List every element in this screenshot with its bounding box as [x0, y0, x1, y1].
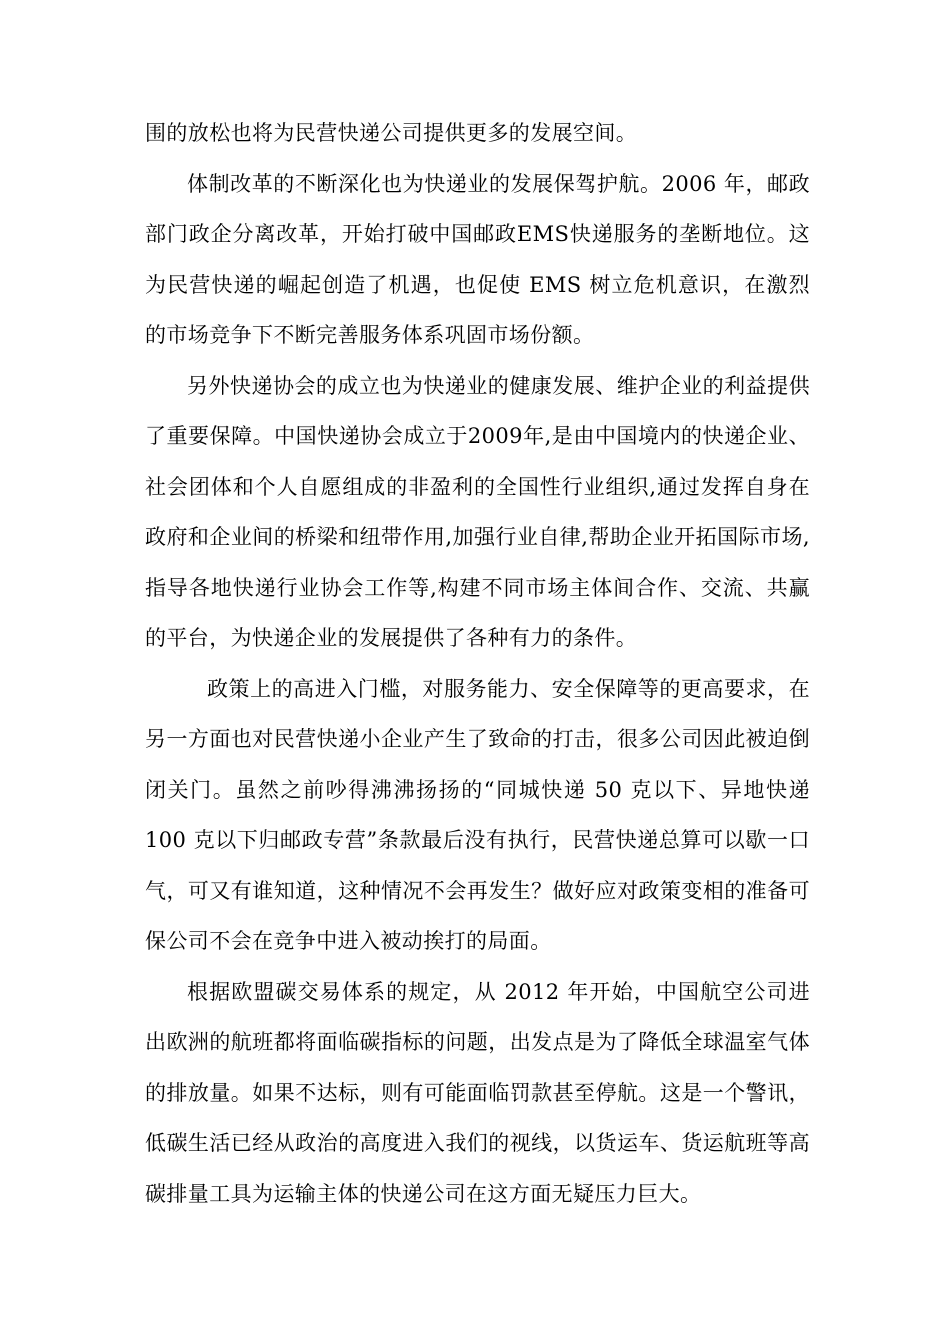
- document-page: [145, 108, 810, 1219]
- paragraph-eu-carbon: 根据欧盟碳交易体系的规定，从 2012 年开始，中国航空公司进出欧洲的航班都将面临碳指标的问题，出发点是为了降低全球温室气体的排放量。如果不达标，则有可能面临罚款甚至停航。这是一个警讯，低碳生活已经从政治的高度进入我们的视线，以货运车、货运航班等高碳排量工具为运输主体的快递公司在这方面无疑压力巨大。: [145, 979, 810, 1206]
- paragraph-system-reform: 体制改革的不断深化也为快递业的发展保驾护航。2006 年，邮政部门政企分离改革，开始打破中国邮政EMS快递服务的垄断地位。这为民营快递的崛起创造了机遇，也促使 EMS 树立危机意识，在激烈的市场竞争下不断完善服务体系巩固市场份额。: [145, 171, 810, 347]
- paragraph-continuation: 围的放松也将为民营快递公司提供更多的发展空间。: [145, 121, 638, 145]
- paragraph-policy-threshold: 政策上的高进入门槛，对服务能力、安全保障等的更高要求，在另一方面也对民营快递小企业产生了致命的打击，很多公司因此被迫倒闭关门。虽然之前吵得沸沸扬扬的“同城快递 50 克以下、异地快递 100 克以下归邮政专营”条款最后没有执行，民营快递总算可以歇一口气，可又有谁知道，这种情况不会再发生？做好应对政策变相的准备可保公司不会在竞争中进入被动挨打的局面。: [145, 676, 810, 953]
- paragraph-express-association: 另外快递协会的成立也为快递业的健康发展、维护企业的利益提供了重要保障。中国快递协会成立于2009年,是由中国境内的快递企业、社会团体和个人自愿组成的非盈利的全国性行业组织,通过发挥自身在政府和企业间的桥梁和纽带作用,加强行业自律,帮助企业开拓国际市场,指导各地快递行业协会工作等,构建不同市场主体间合作、交流、共赢的平台，为快递企业的发展提供了各种有力的条件。: [145, 373, 810, 650]
